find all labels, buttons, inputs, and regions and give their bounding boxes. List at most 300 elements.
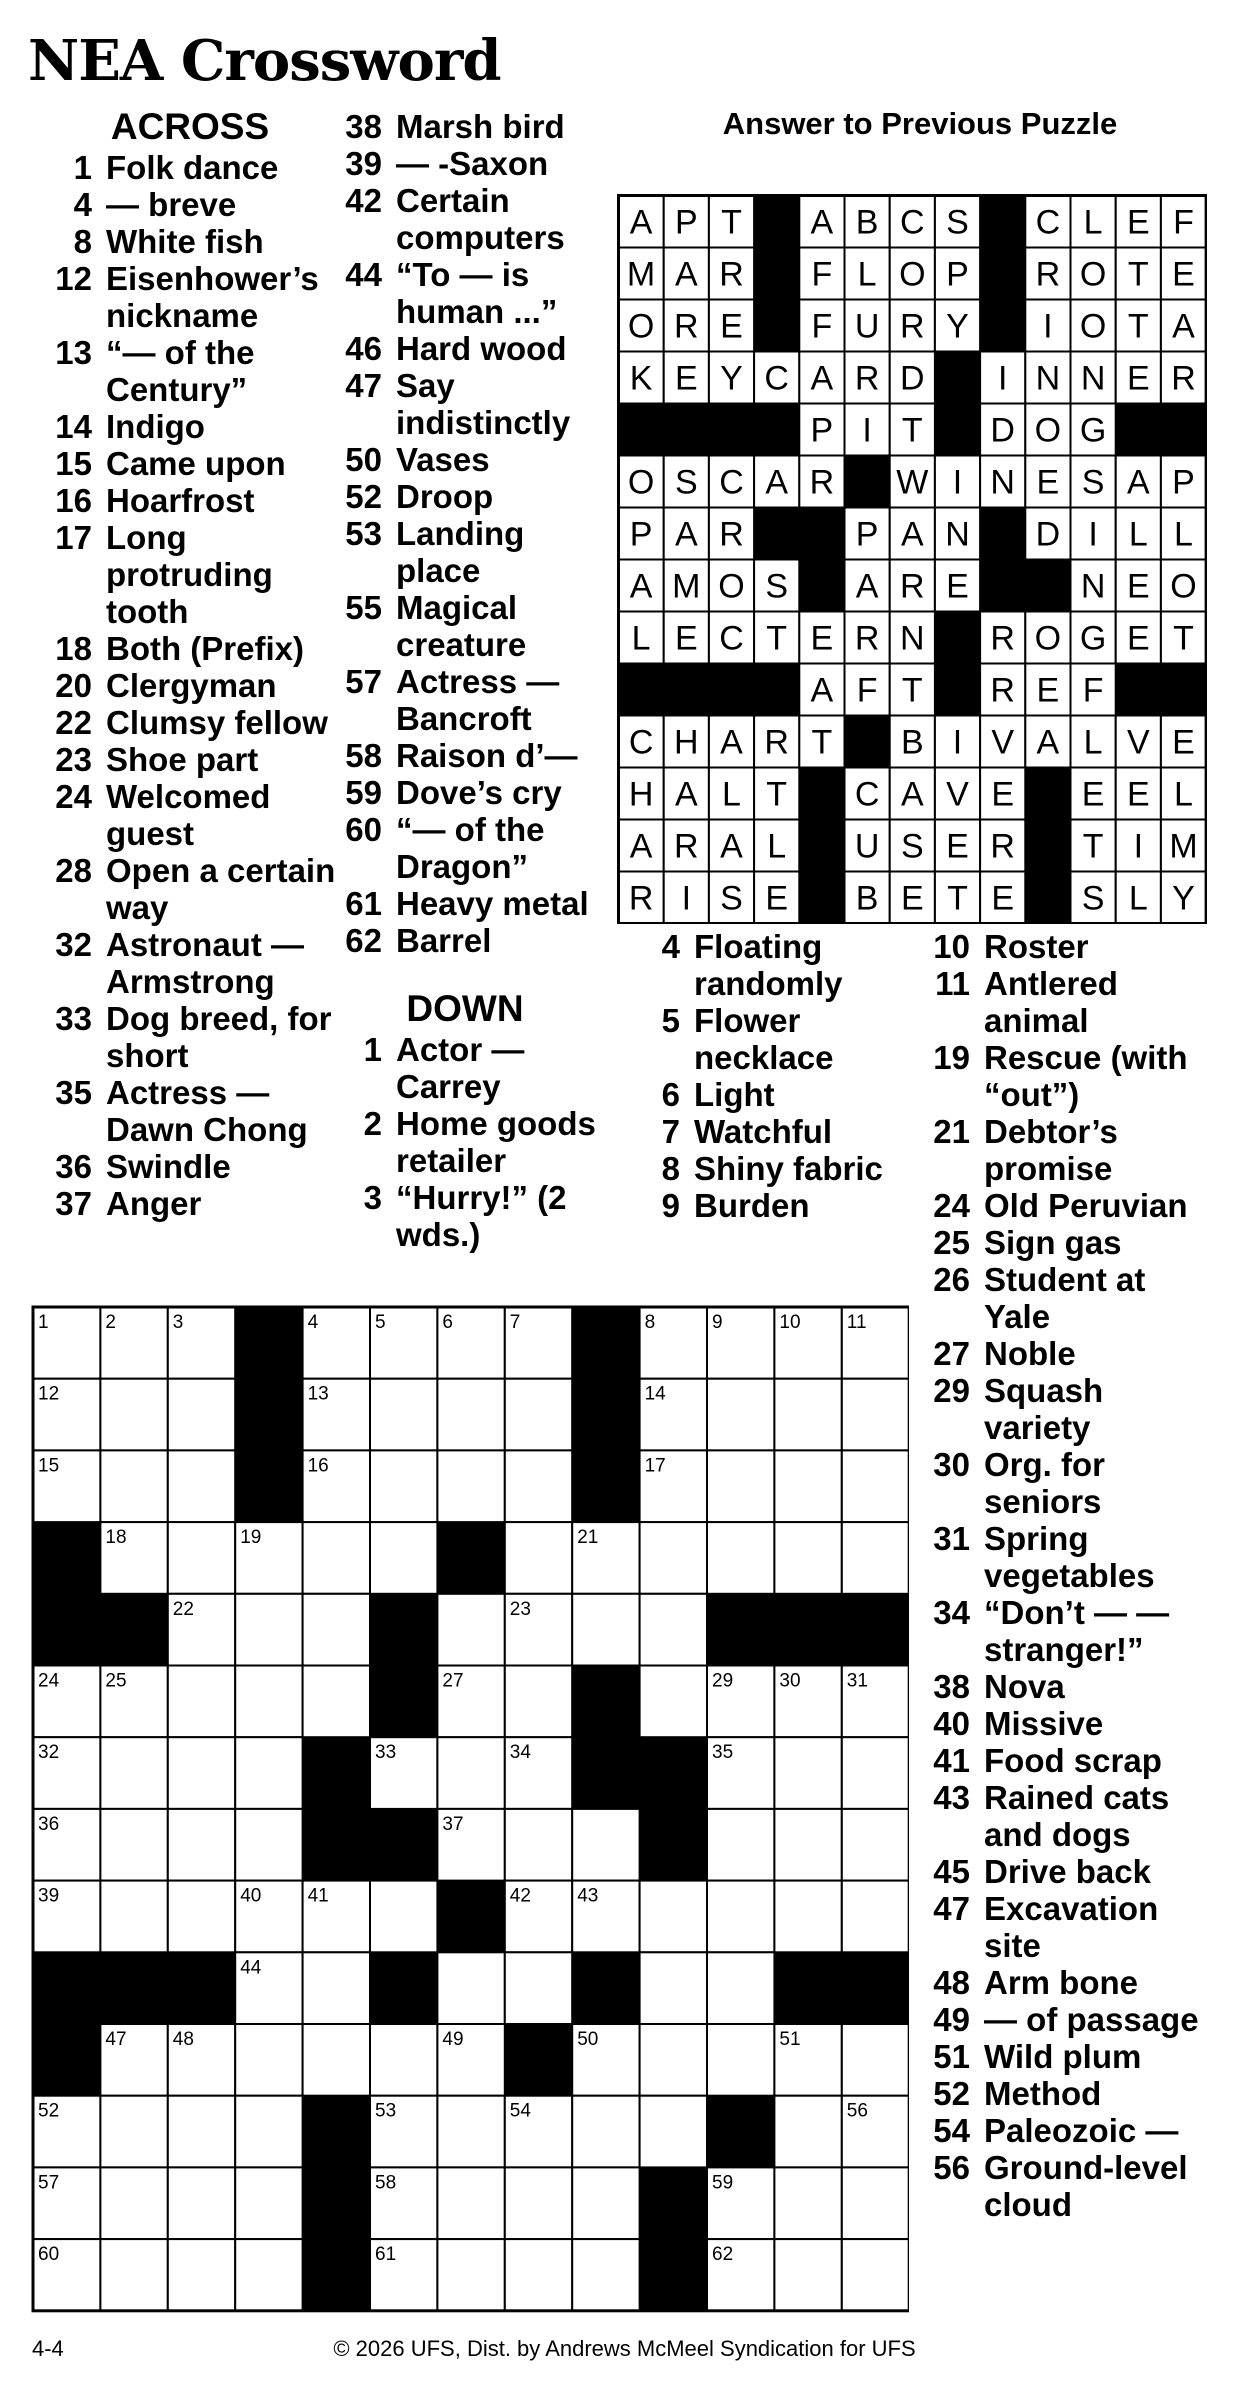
puzzle-cell (640, 1952, 707, 2024)
clue-down-col4-49 (918, 2001, 1218, 2038)
clue-text: Vases (396, 441, 490, 478)
puzzle-cell (774, 1881, 841, 1953)
puzzle-cell-number: 7 (509, 1312, 521, 1333)
clue-number: 57 (345, 663, 382, 700)
clue-across-col2-53 (330, 515, 600, 589)
puzzle-black-cell (303, 2096, 371, 2168)
answer-letter: C (719, 619, 744, 658)
clue-text: Org. for seniors (984, 1446, 1105, 1520)
puzzle-cell (303, 2024, 370, 2096)
clue-number: 16 (55, 482, 92, 519)
clue-text: Paleozoic — (984, 2112, 1179, 2149)
answer-letter: H (674, 723, 699, 762)
clue-across-col2-57 (330, 663, 600, 737)
answer-letter: S (900, 827, 924, 866)
clue-number: 9 (661, 1187, 680, 1224)
answer-letter: V (946, 775, 969, 814)
puzzle-cell-number: 37 (442, 1813, 464, 1835)
puzzle-cell-number: 19 (240, 1527, 262, 1549)
clue-text: Method (984, 2075, 1102, 2112)
clue-across-col1-35 (40, 1074, 340, 1148)
puzzle-cell-number: 60 (38, 2244, 60, 2266)
answer-letter: T (766, 775, 788, 814)
puzzle-cell-number: 59 (712, 2172, 734, 2194)
clue-number: 2 (363, 1105, 382, 1142)
answer-grid (617, 194, 1207, 924)
puzzle-cell-number: 11 (846, 1312, 867, 1333)
puzzle-cell-number: 43 (577, 1885, 599, 1907)
answer-letter: E (900, 879, 924, 918)
puzzle-cell (505, 2239, 572, 2311)
clue-text: Barrel (396, 922, 492, 959)
puzzle-black-cell (707, 1594, 775, 1666)
answer-letter: T (901, 411, 923, 450)
puzzle-cell (235, 2239, 302, 2311)
puzzle-cell (505, 1379, 572, 1451)
puzzle-cell-number: 16 (307, 1455, 329, 1477)
clue-number: 45 (933, 1853, 970, 1890)
puzzle-cell-number: 34 (509, 1742, 531, 1764)
answer-letter: P (855, 515, 879, 554)
answer-letter: E (991, 879, 1015, 918)
answer-letter: F (811, 307, 833, 346)
answer-letter: A (855, 567, 879, 606)
clue-text: Rescue (with “out”) (984, 1039, 1188, 1113)
clue-text: Floating randomly (694, 928, 843, 1002)
clue-across-col2-61 (330, 885, 600, 922)
puzzle-cell-number: 35 (712, 1742, 734, 1764)
answer-letter: C (1035, 203, 1061, 242)
puzzle-cell-number: 18 (105, 1527, 127, 1549)
clue-text: Old Peruvian (984, 1187, 1188, 1224)
clue-across-col1-4 (40, 186, 340, 223)
clue-text: Actress — Bancroft (396, 663, 560, 737)
clue-across-col2-44 (330, 256, 600, 330)
answer-letter: A (1172, 307, 1195, 346)
answer-letter: E (1172, 723, 1195, 762)
puzzle-black-cell (303, 1737, 371, 1809)
answer-letter: C (764, 359, 789, 398)
answer-black-cell (1161, 404, 1207, 457)
answer-letter: A (810, 359, 834, 398)
answer-letter: T (1127, 255, 1149, 294)
clue-down-col4-41 (918, 1742, 1218, 1779)
answer-letter: I (1088, 515, 1098, 554)
clue-text: Spring vegetables (984, 1520, 1155, 1594)
clue-across-col2-62 (330, 922, 600, 959)
clue-text: Clumsy fellow (106, 704, 328, 741)
answer-letter: R (674, 307, 699, 346)
clue-across-col1-32 (40, 926, 340, 1000)
puzzle-cell-number: 22 (172, 1598, 194, 1620)
page-number: 4-4 (32, 2336, 64, 2361)
answer-letter: U (854, 307, 880, 346)
clue-text: “To — is human ...” (396, 256, 558, 330)
answer-letter: L (1174, 775, 1193, 814)
puzzle-cell (505, 1666, 572, 1738)
clue-number: 40 (933, 1705, 970, 1742)
clue-text: Both (Prefix) (106, 630, 304, 667)
answer-letter: N (900, 619, 925, 658)
clue-across-col2-42 (330, 182, 600, 256)
answer-letter: I (952, 723, 963, 762)
clue-down-col2-1 (330, 1031, 600, 1105)
clue-number: 6 (661, 1076, 680, 1113)
answer-black-cell (935, 664, 981, 717)
puzzle-cell (100, 1881, 167, 1953)
answer-black-cell (709, 664, 755, 717)
answer-letter: K (629, 359, 653, 398)
clue-number: 15 (55, 445, 92, 482)
clue-number: 5 (661, 1002, 680, 1039)
answer-letter: B (855, 203, 879, 242)
across-header: ACROSS (110, 106, 270, 147)
puzzle-cell (707, 1809, 774, 1881)
puzzle-cell (370, 1379, 437, 1451)
answer-letter: I (1133, 827, 1144, 866)
puzzle-cell (640, 2024, 707, 2096)
answer-black-cell (709, 404, 755, 457)
clue-down-col3-6 (628, 1076, 908, 1113)
answer-letter: M (672, 567, 701, 606)
puzzle-cell (505, 1450, 572, 1522)
clue-number: 34 (933, 1594, 970, 1631)
answer-letter: R (854, 619, 880, 658)
puzzle-cell-number: 31 (846, 1670, 868, 1692)
puzzle-cell-number: 5 (375, 1312, 386, 1333)
clue-text: — breve (106, 186, 237, 223)
answer-letter: L (631, 619, 651, 658)
answer-black-cell (754, 664, 800, 717)
puzzle-cell (774, 1379, 841, 1451)
answer-letter: R (990, 671, 1015, 710)
clue-down-col4-31 (918, 1520, 1218, 1594)
answer-letter: R (719, 515, 744, 554)
answer-black-cell (619, 664, 665, 717)
clue-number: 11 (935, 965, 970, 1002)
answer-letter: T (811, 723, 833, 762)
answer-letter: F (1173, 203, 1194, 242)
answer-black-cell (754, 300, 800, 353)
answer-letter: R (854, 359, 880, 398)
answer-letter: H (628, 775, 654, 814)
clue-number: 47 (933, 1890, 970, 1927)
puzzle-cell (168, 1666, 235, 1738)
down-clues-column-1 (330, 990, 600, 1253)
clue-down-col4-19 (918, 1039, 1218, 1113)
clue-number: 30 (933, 1446, 970, 1483)
clue-down-col2-2 (330, 1105, 600, 1179)
puzzle-black-cell (303, 1809, 371, 1881)
answer-letter: T (901, 671, 923, 710)
puzzle-black-cell (707, 2096, 775, 2168)
puzzle-cell (168, 1809, 235, 1881)
answer-letter: E (674, 619, 698, 658)
answer-letter: B (900, 723, 924, 762)
answer-letter: T (721, 203, 742, 242)
answer-letter: E (810, 619, 834, 658)
clue-number: 3 (363, 1179, 382, 1216)
puzzle-cell-number: 36 (38, 1813, 60, 1835)
answer-letter: E (1081, 775, 1105, 814)
puzzle-cell-number: 23 (509, 1598, 531, 1620)
clue-number: 28 (55, 852, 92, 889)
clue-text: Landing place (396, 515, 525, 589)
puzzle-cell-number: 61 (375, 2244, 397, 2266)
puzzle-cell (774, 1737, 841, 1809)
puzzle-cell-number: 47 (105, 2029, 127, 2050)
clue-down-col4-45 (918, 1853, 1218, 1890)
clue-number: 61 (345, 885, 382, 922)
puzzle-cell (235, 1666, 302, 1738)
puzzle-black-cell (774, 1594, 842, 1666)
puzzle-black-cell (640, 1809, 708, 1881)
puzzle-cell (505, 1809, 572, 1881)
puzzle-cell (707, 1522, 774, 1594)
puzzle-black-cell (100, 1594, 168, 1666)
clue-number: 8 (661, 1150, 680, 1187)
puzzle-black-cell (505, 2024, 573, 2096)
answer-letter: A (720, 723, 743, 762)
clue-number: 50 (345, 441, 382, 478)
puzzle-cell (707, 1881, 774, 1953)
puzzle-black-cell (303, 2239, 371, 2311)
answer-letter: E (1126, 203, 1150, 242)
answer-letter: R (764, 723, 789, 762)
clue-across-col1-28 (40, 852, 340, 926)
puzzle-cell-number: 53 (375, 2100, 397, 2122)
clue-across-col2-46 (330, 330, 600, 367)
puzzle-cell-number: 58 (375, 2172, 397, 2194)
puzzle-cell (168, 1737, 235, 1809)
puzzle-cell (640, 1522, 707, 1594)
answer-letter: A (720, 827, 743, 866)
clue-text: Eisenhower’s nickname (106, 260, 319, 334)
answer-letter: S (765, 567, 789, 606)
answer-letter: G (1079, 619, 1107, 658)
clue-down-col4-54 (918, 2112, 1218, 2149)
clue-number: 52 (345, 478, 382, 515)
answer-letter: A (900, 775, 924, 814)
puzzle-black-cell (572, 1379, 640, 1451)
puzzle-cell (572, 2167, 639, 2239)
clue-number: 13 (55, 334, 92, 371)
clue-across-col2-47 (330, 367, 600, 441)
puzzle-cell-number: 57 (38, 2172, 60, 2194)
answer-letter: R (900, 567, 925, 606)
answer-letter: R (719, 255, 744, 294)
answer-letter: V (991, 723, 1015, 762)
clue-down-col4-38 (918, 1668, 1218, 1705)
clue-text: Hoarfrost (106, 482, 255, 519)
answer-black-cell (980, 560, 1026, 613)
puzzle-cell-number: 15 (38, 1455, 60, 1477)
answer-letter: R (990, 827, 1015, 866)
clue-text: Long protruding tooth (106, 519, 273, 630)
puzzle-black-cell (235, 1379, 303, 1451)
answer-letter: L (1128, 879, 1148, 918)
puzzle-cell (640, 2096, 707, 2168)
puzzle-black-cell (842, 1952, 909, 2024)
puzzle-black-cell (572, 1450, 640, 1522)
puzzle-cell-number: 25 (105, 1670, 127, 1692)
across-clues-column-2 (330, 108, 600, 959)
clue-across-col1-33 (40, 1000, 340, 1074)
puzzle-cell-number: 52 (38, 2100, 60, 2122)
answer-letter: D (990, 411, 1015, 450)
puzzle-black-cell (168, 1952, 236, 2024)
puzzle-cell (437, 2239, 504, 2311)
clue-down-col4-27 (918, 1335, 1218, 1372)
clue-down-col3-9 (628, 1187, 908, 1224)
puzzle-black-cell (370, 1594, 438, 1666)
clue-text: Wild plum (984, 2038, 1142, 2075)
clue-across-col2-38 (330, 108, 600, 145)
clue-text: Light (694, 1076, 775, 1113)
answer-letter: N (945, 515, 970, 554)
clue-across-col1-12 (40, 260, 340, 334)
puzzle-cell-number: 1 (38, 1312, 49, 1333)
clue-across-col2-58 (330, 737, 600, 774)
clue-down-col4-29 (918, 1372, 1218, 1446)
clue-text: Heavy metal (396, 885, 589, 922)
clue-down-col4-51 (918, 2038, 1218, 2075)
clue-number: 21 (933, 1113, 970, 1150)
puzzle-cell (505, 1952, 572, 2024)
answer-letter: F (811, 255, 833, 294)
answer-letter: A (674, 515, 698, 554)
answer-letter: U (854, 827, 880, 866)
clue-number: 37 (55, 1185, 92, 1222)
clue-down-col4-10 (918, 928, 1218, 965)
answer-letter: B (855, 879, 879, 918)
clue-down-col4-25 (918, 1224, 1218, 1261)
answer-letter: Y (720, 359, 743, 398)
answer-letter: E (1036, 671, 1060, 710)
clue-number: 47 (345, 367, 382, 404)
answer-letter: L (1083, 203, 1103, 242)
puzzle-black-cell (303, 2167, 371, 2239)
puzzle-cell (168, 2096, 235, 2168)
clue-number: 17 (55, 519, 92, 556)
answer-letter: R (809, 463, 835, 502)
clue-across-col2-50 (330, 441, 600, 478)
answer-letter: A (810, 671, 834, 710)
answer-black-cell (664, 404, 710, 457)
puzzle-black-cell (437, 1522, 505, 1594)
puzzle-cell (168, 1450, 235, 1522)
puzzle-cell (640, 1594, 707, 1666)
clue-text: Sign gas (984, 1224, 1122, 1261)
puzzle-cell (842, 1809, 909, 1881)
puzzle-cell (303, 1952, 370, 2024)
answer-black-cell (754, 248, 800, 301)
answer-letter: A (629, 827, 653, 866)
clue-number: 41 (933, 1742, 970, 1779)
clue-number: 51 (933, 2038, 970, 2075)
answer-letter: W (896, 463, 929, 502)
clue-number: 20 (55, 667, 92, 704)
puzzle-cell (100, 2096, 167, 2168)
clue-text: Hard wood (396, 330, 567, 367)
puzzle-black-cell (572, 1307, 640, 1379)
clue-down-col4-40 (918, 1705, 1218, 1742)
puzzle-cell (168, 2239, 235, 2311)
across-clues-column-1 (40, 108, 340, 1222)
clue-number: 62 (345, 922, 382, 959)
puzzle-cell (707, 1952, 774, 2024)
answer-letter: L (1128, 515, 1148, 554)
clue-number: 38 (345, 108, 382, 145)
clue-number: 4 (73, 186, 92, 223)
clue-number: 38 (933, 1668, 970, 1705)
clue-number: 1 (73, 149, 92, 186)
puzzle-cell-number: 44 (240, 1957, 262, 1979)
puzzle-cell-number: 9 (712, 1312, 723, 1333)
puzzle-black-cell (33, 1594, 101, 1666)
answer-black-cell (799, 560, 845, 613)
clue-number: 1 (363, 1031, 382, 1068)
clue-number: 39 (345, 145, 382, 182)
puzzle-cell (774, 1450, 841, 1522)
answer-letter: E (720, 307, 743, 346)
answer-letter: V (1126, 723, 1150, 762)
puzzle-cell-number: 2 (105, 1312, 116, 1333)
clue-text: — -Saxon (396, 145, 549, 182)
answer-letter: A (810, 203, 834, 242)
puzzle-cell (707, 1450, 774, 1522)
answer-letter: F (856, 671, 878, 710)
answer-black-cell (980, 300, 1026, 353)
clue-number: 10 (933, 928, 970, 965)
clue-down-col3-4 (628, 928, 908, 1002)
answer-black-cell (754, 196, 800, 249)
clue-down-col4-47 (918, 1890, 1218, 1964)
puzzle-cell-number: 29 (712, 1670, 734, 1692)
answer-letter: E (1036, 463, 1060, 502)
answer-letter: G (1079, 411, 1107, 450)
clue-down-col4-11 (918, 965, 1218, 1039)
answer-black-cell (754, 404, 800, 457)
puzzle-cell (842, 2024, 909, 2096)
answer-letter: S (946, 203, 969, 242)
clue-across-col1-8 (40, 223, 340, 260)
clue-across-col1-22 (40, 704, 340, 741)
answer-letter: R (674, 827, 699, 866)
answer-letter: L (1083, 723, 1103, 762)
clue-text: Came upon (106, 445, 286, 482)
answer-letter: A (674, 775, 698, 814)
answer-letter: A (1036, 723, 1060, 762)
answer-letter: O (1034, 619, 1062, 658)
clue-across-col1-15 (40, 445, 340, 482)
puzzle-cell-number: 48 (172, 2029, 194, 2050)
puzzle-cell (303, 1666, 370, 1738)
clue-text: Student at Yale (984, 1261, 1146, 1335)
clue-text: Drive back (984, 1853, 1151, 1890)
answer-letter: O (1079, 255, 1107, 294)
clue-text: Nova (984, 1668, 1065, 1705)
clue-down-col4-24 (918, 1187, 1218, 1224)
answer-letter: O (899, 255, 926, 294)
clue-text: Droop (396, 478, 494, 515)
puzzle-black-cell (640, 2239, 708, 2311)
puzzle-cell-number: 4 (307, 1312, 319, 1333)
clue-text: Antlered animal (984, 965, 1118, 1039)
puzzle-black-cell (33, 2024, 101, 2096)
answer-letter: R (1171, 359, 1196, 398)
clue-text: Certain computers (396, 182, 565, 256)
